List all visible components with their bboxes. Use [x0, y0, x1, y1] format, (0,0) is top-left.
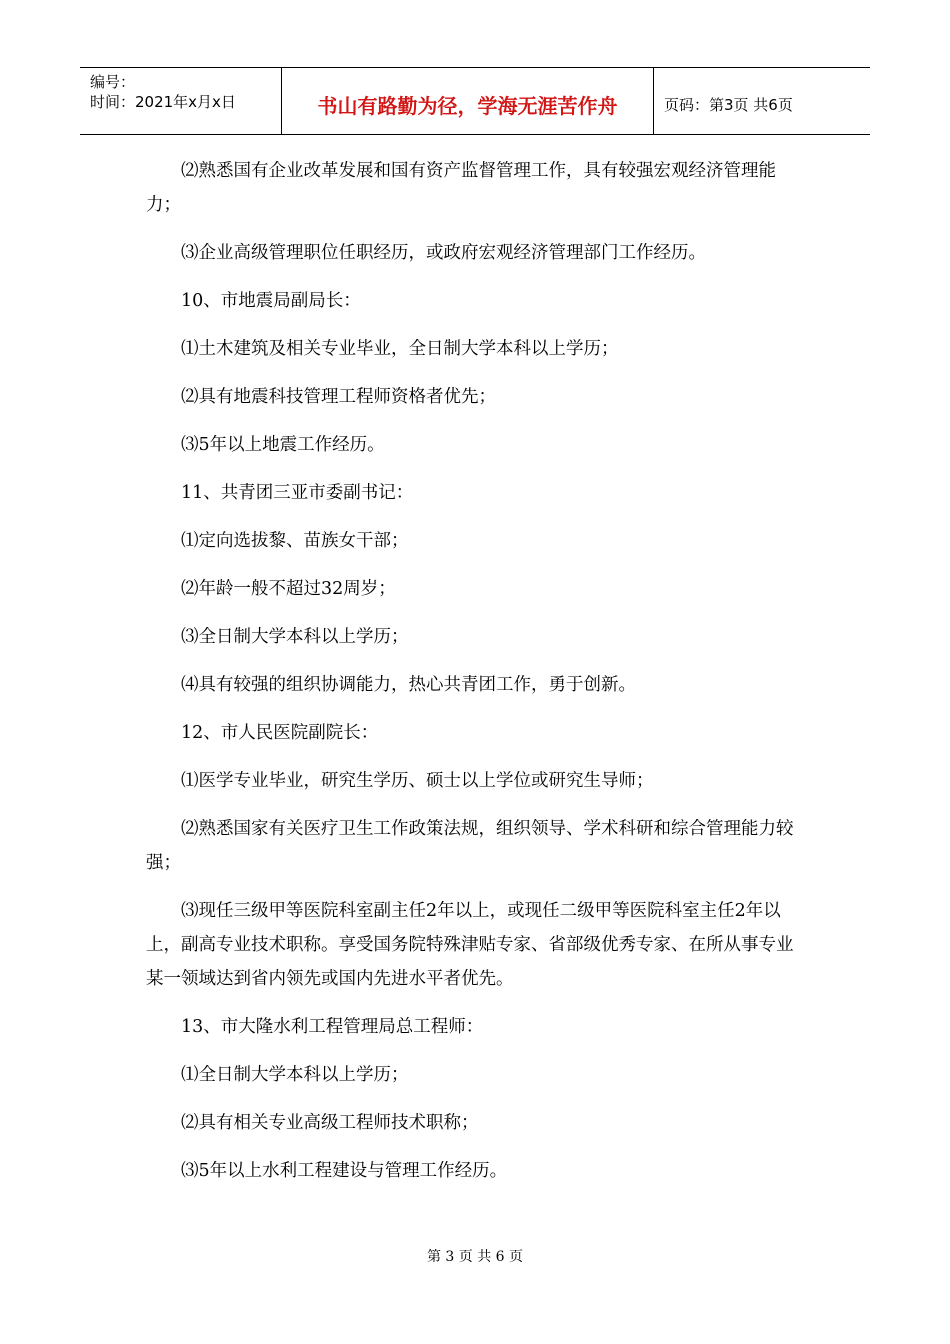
header-meta: [80, 68, 282, 134]
paragraph: ⑵熟悉国有企业改革发展和国有资产监督管理工作，具有较强宏观经济管理能力；: [146, 161, 776, 215]
section-heading: 13、市大隆水利工程管理局总工程师：: [181, 1017, 484, 1037]
paragraph: ⑶企业高级管理职位任职经历，或政府宏观经济管理部门工作经历。: [181, 243, 706, 263]
paragraph: ⑶5年以上水利工程建设与管理工作经历。: [181, 1161, 508, 1181]
paragraph: ⑶现任三级甲等医院科室副主任2年以上，或现任二级甲等医院科室主任2年以上，副高专业技术职称。享受国务院特殊津贴专家、省部级优秀专家、在所从事专业某一领域达到省内领先或国内先进水平者优先。: [146, 901, 794, 989]
page-header: [80, 67, 870, 135]
number-label: 编号：: [90, 73, 136, 91]
paragraph: ⑶5年以上地震工作经历。: [181, 435, 385, 455]
paragraph: ⑶全日制大学本科以上学历；: [181, 627, 409, 647]
paragraph: ⑵具有地震科技管理工程师资格者优先；: [181, 387, 496, 407]
date-label: 时间：2021年x月x日: [90, 93, 236, 111]
paragraph: ⑴土木建筑及相关专业毕业，全日制大学本科以上学历；: [181, 339, 619, 359]
header-motto: 书山有路勤为径，学海无涯苦作舟: [282, 68, 654, 134]
paragraph: ⑴定向选拔黎、苗族女干部；: [181, 531, 409, 551]
paragraph: ⑵具有相关专业高级工程师技术职称；: [181, 1113, 479, 1133]
paragraph: ⑴全日制大学本科以上学历；: [181, 1065, 409, 1085]
paragraph: ⑴医学专业毕业，研究生学历、硕士以上学位或研究生导师；: [181, 771, 654, 791]
paragraph: ⑷具有较强的组织协调能力，热心共青团工作，勇于创新。: [181, 675, 636, 695]
section-heading: 11、共青团三亚市委副书记：: [181, 483, 414, 503]
header-page-label: 页码：第3页 共6页: [664, 95, 793, 114]
section-heading: 10、市地震局副局长：: [181, 291, 361, 311]
paragraph: ⑵年龄一般不超过32周岁；: [181, 579, 396, 599]
paragraph: ⑵熟悉国家有关医疗卫生工作政策法规，组织领导、学术科研和综合管理能力较强；: [146, 819, 794, 873]
page-footer: 第 3 页 共 6 页: [426, 1249, 524, 1265]
document-body: [146, 154, 810, 1202]
section-heading: 12、市人民医院副院长：: [181, 723, 379, 743]
